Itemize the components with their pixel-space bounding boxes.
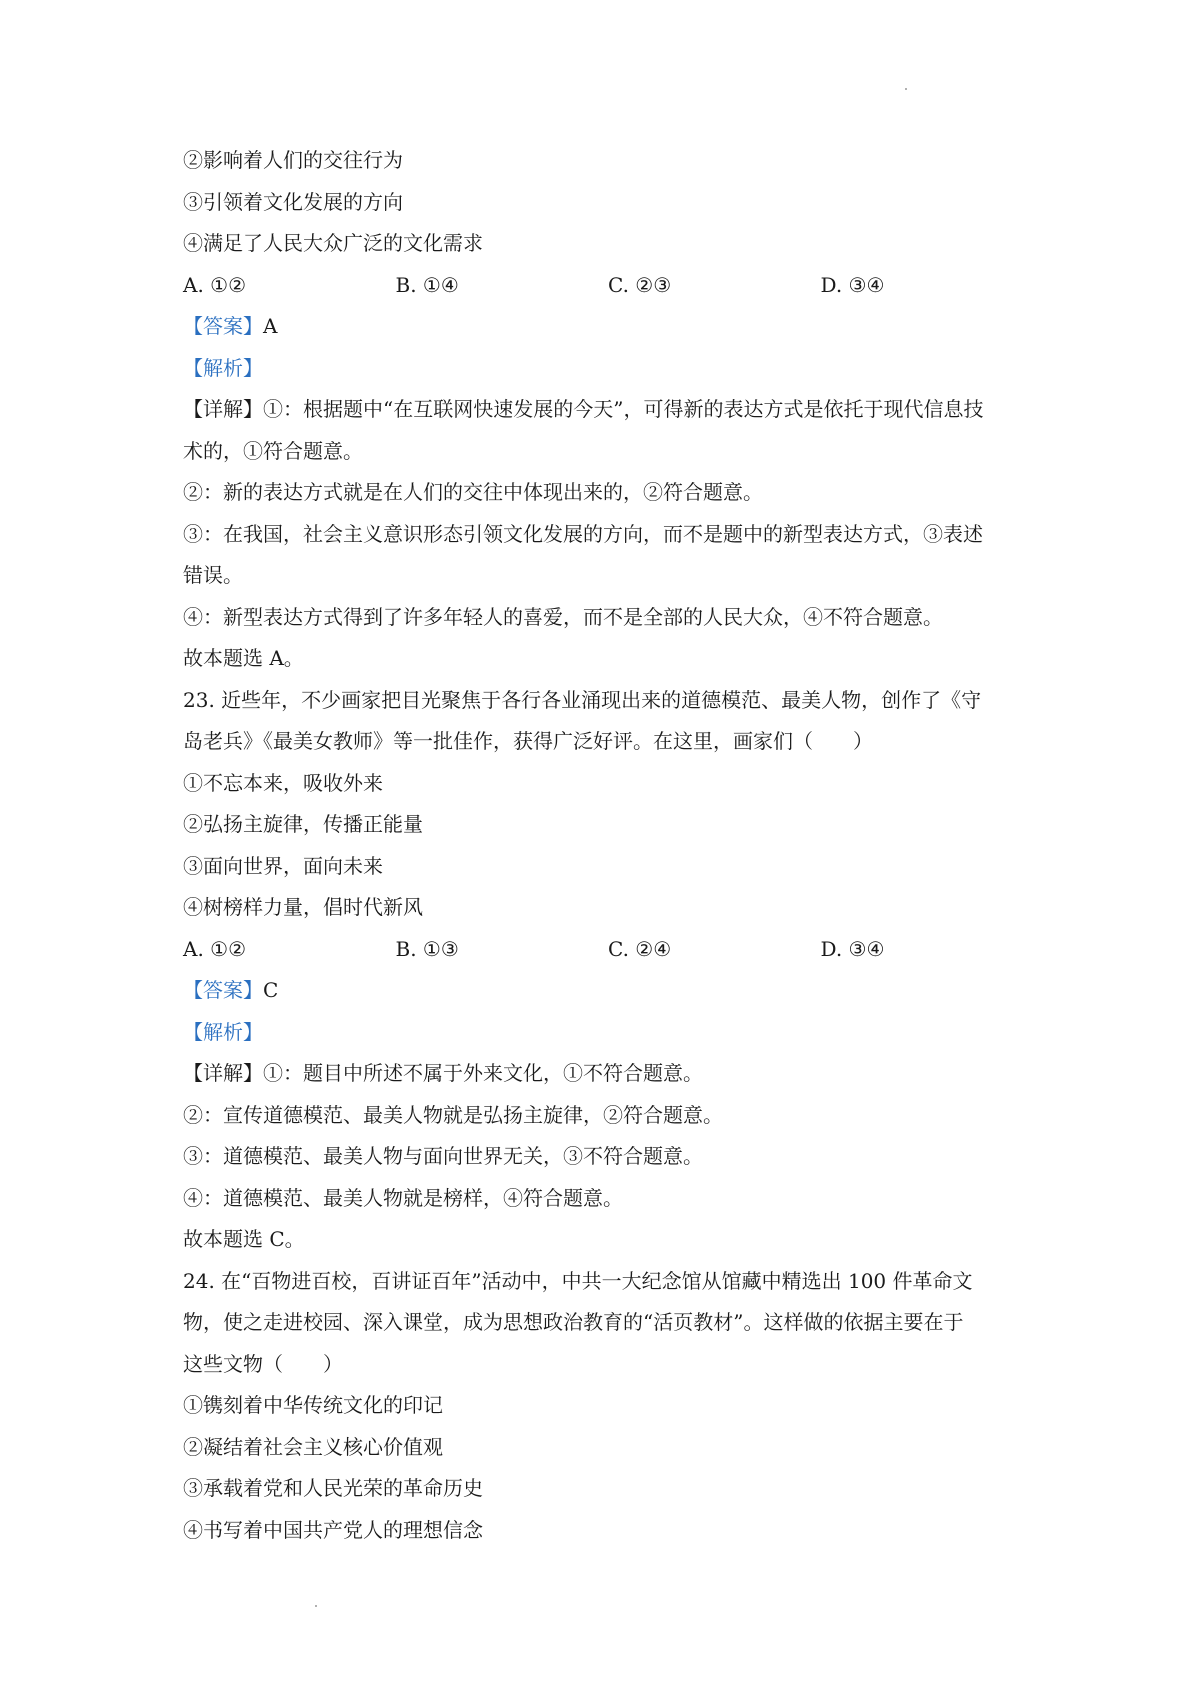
top-speck xyxy=(905,88,907,90)
q22-analysis xyxy=(183,348,1033,390)
analysis-tag: 【解析】 xyxy=(183,355,263,380)
q24-option-1: ①镌刻着中华传统文化的印记 xyxy=(183,1393,443,1417)
q22-choice-d: D. ③④ xyxy=(820,272,885,297)
q22-choice-b: B. ①④ xyxy=(395,272,459,297)
q22-choices xyxy=(183,265,1033,307)
q23-detail-2: ②：宣传道德模范、最美人物就是弘扬主旋律，②符合题意。 xyxy=(183,1102,723,1127)
q22-answer xyxy=(183,306,1033,348)
detail-text: ①：根据题中“在互联网快速发展的今天”，可得新的表达方式是依托于现代信息技 xyxy=(263,397,984,421)
bottom-speck xyxy=(315,1605,317,1607)
answer-value: C xyxy=(263,978,279,1002)
q23-option-3: ③面向世界，面向未来 xyxy=(183,853,383,878)
q22-option-2: ②影响着人们的交往行为 xyxy=(183,148,403,172)
q23-choices xyxy=(183,929,1033,971)
q22-detail-1 xyxy=(183,389,1033,431)
q24-option-3: ③承载着党和人民光荣的革命历史 xyxy=(183,1476,483,1500)
detail-tag: 【详解】 xyxy=(183,397,263,421)
q23-choice-c: C. ②④ xyxy=(608,936,672,961)
q22-choice-a: A. ①② xyxy=(183,272,247,297)
q24-option-4: ④书写着中国共产党人的理想信念 xyxy=(183,1517,483,1542)
q23-choice-a: A. ①② xyxy=(183,936,247,961)
answer-tag: 【答案】 xyxy=(183,978,263,1002)
document-page xyxy=(183,140,1033,1551)
q23-detail-3: ③：道德模范、最美人物与面向世界无关，③不符合题意。 xyxy=(183,1144,703,1168)
q22-option-3: ③引领着文化发展的方向 xyxy=(183,189,403,214)
q23-option-2: ②弘扬主旋律，传播正能量 xyxy=(183,812,423,836)
q23-stem-2: 岛老兵》《最美女教师》等一批佳作，获得广泛好评。在这里，画家们（ ） xyxy=(183,729,873,753)
q22-option-4: ④满足了人民大众广泛的文化需求 xyxy=(183,231,483,255)
q23-choice-b: B. ①③ xyxy=(395,936,459,961)
detail-text: ①：题目中所述不属于外来文化，①不符合题意。 xyxy=(263,1061,703,1085)
q23-answer xyxy=(183,970,1033,1012)
q23-choice-d: D. ③④ xyxy=(820,936,885,961)
answer-value: A xyxy=(263,314,278,338)
answer-tag: 【答案】 xyxy=(183,314,263,338)
q24-stem-2: 物，使之走进校园、深入课堂，成为思想政治教育的“活页教材”。这样做的依据主要在于 xyxy=(183,1310,964,1334)
q22-detail-4: ④：新型表达方式得到了许多年轻人的喜爱，而不是全部的人民大众，④不符合题意。 xyxy=(183,604,943,629)
q24-stem-3: 这些文物（ ） xyxy=(183,1351,343,1376)
q22-choice-c: C. ②③ xyxy=(608,272,672,297)
q22-conclusion: 故本题选 A。 xyxy=(183,646,304,670)
q23-analysis xyxy=(183,1012,1033,1054)
q22-detail-3: ③：在我国，社会主义意识形态引领文化发展的方向，而不是题中的新型表达方式，③表述 xyxy=(183,521,983,546)
q24-stem-1: 24. 在“百物进百校，百讲证百年”活动中，中共一大纪念馆从馆藏中精选出 100 件革命文 xyxy=(183,1268,973,1293)
q22-detail-3-cont: 错误。 xyxy=(183,563,243,587)
q22-detail-1-cont: 术的，①符合题意。 xyxy=(183,438,363,463)
q24-option-2: ②凝结着社会主义核心价值观 xyxy=(183,1434,443,1459)
q23-conclusion: 故本题选 C。 xyxy=(183,1227,305,1251)
detail-tag: 【详解】 xyxy=(183,1061,263,1085)
q23-option-1: ①不忘本来，吸收外来 xyxy=(183,770,383,795)
q23-option-4: ④树榜样力量，倡时代新风 xyxy=(183,895,423,919)
q22-detail-2: ②：新的表达方式就是在人们的交往中体现出来的，②符合题意。 xyxy=(183,480,763,504)
q23-stem-1: 23. 近些年，不少画家把目光聚焦于各行各业涌现出来的道德模范、最美人物，创作了《守 xyxy=(183,687,982,712)
q23-detail-1 xyxy=(183,1053,1033,1095)
analysis-tag: 【解析】 xyxy=(183,1019,263,1044)
q23-detail-4: ④：道德模范、最美人物就是榜样，④符合题意。 xyxy=(183,1185,623,1210)
